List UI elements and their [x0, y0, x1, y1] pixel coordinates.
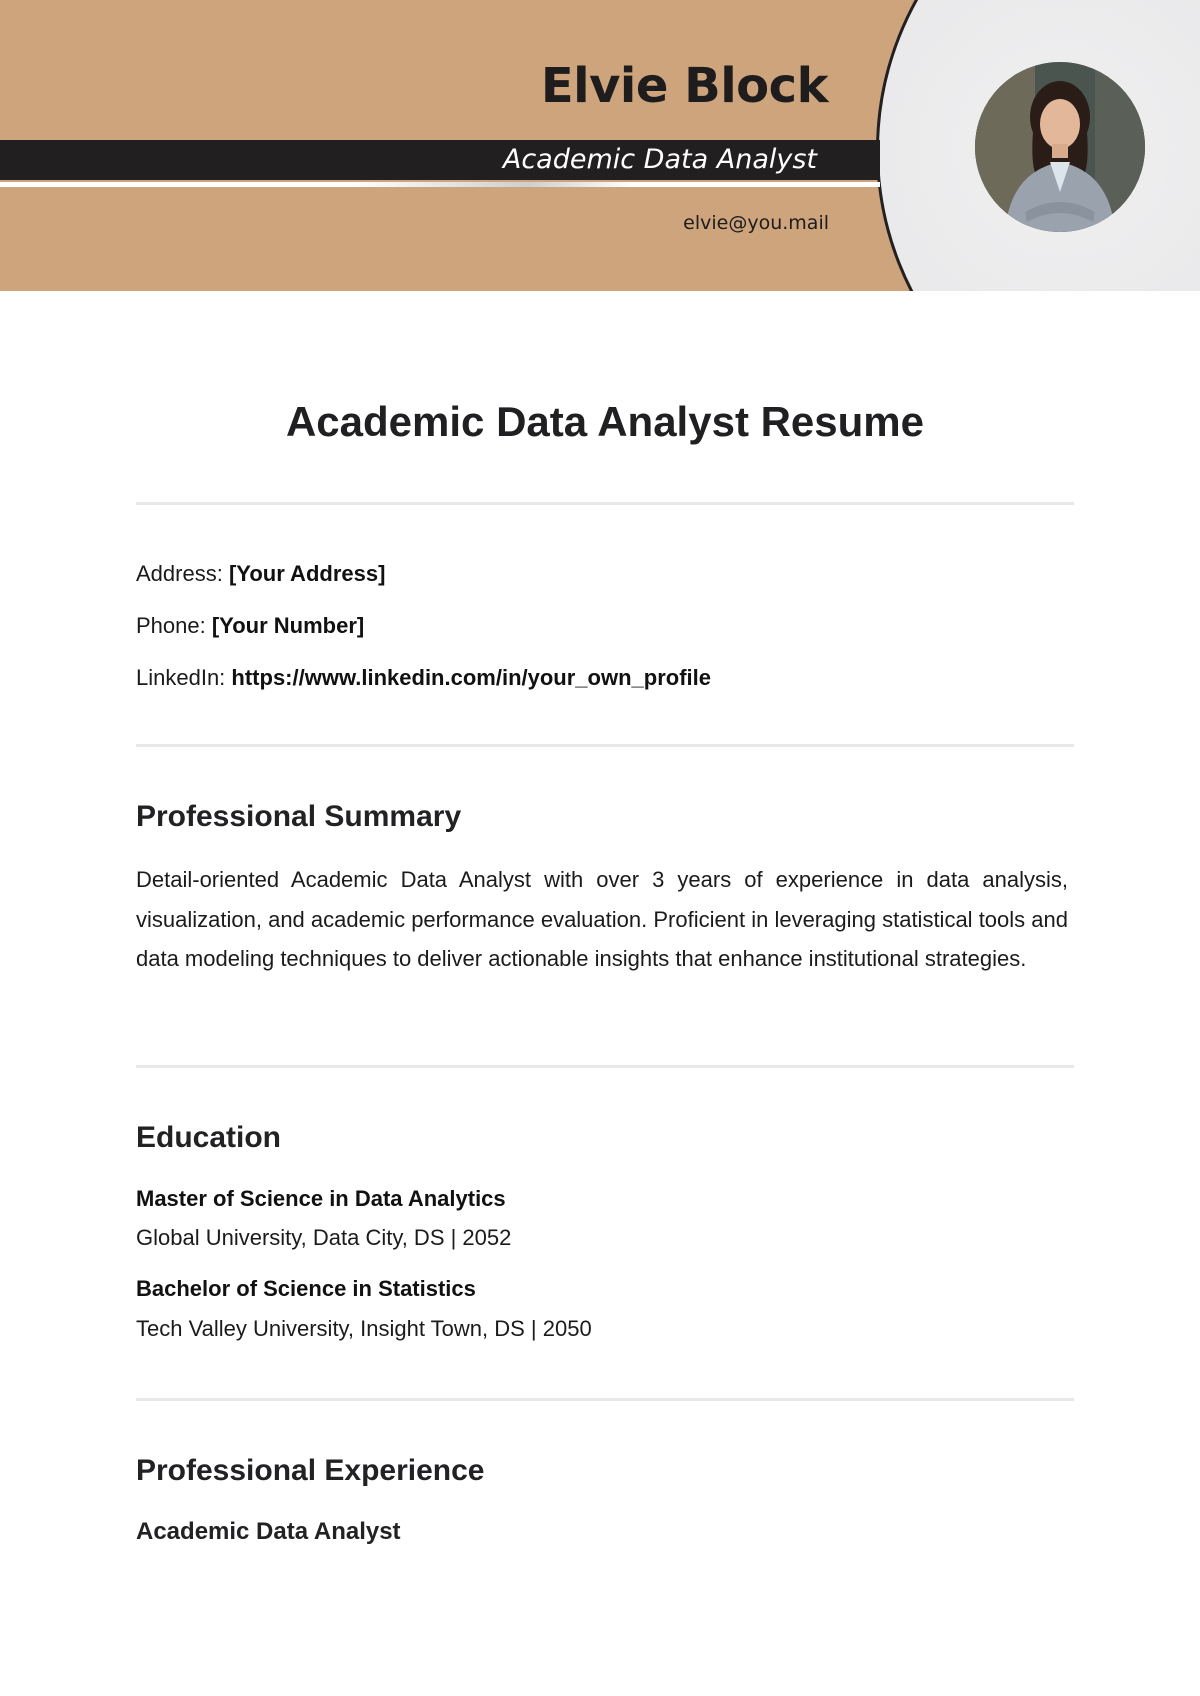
- resume-header: [0, 0, 1200, 291]
- candidate-role: Academic Data Analyst: [502, 144, 817, 175]
- avatar-portrait-icon: [975, 62, 1145, 232]
- candidate-name: Elvie Block: [540, 58, 828, 114]
- section-divider: [136, 1398, 1074, 1401]
- education-degree: Master of Science in Data Analytics: [136, 1186, 506, 1211]
- candidate-email[interactable]: elvie@you.mail: [683, 212, 829, 234]
- band-divider: [0, 182, 880, 187]
- section-divider: [136, 1065, 1074, 1068]
- linkedin-label: LinkedIn:: [136, 665, 226, 690]
- education-detail: Tech Valley University, Insight Town, DS | 2050: [136, 1316, 592, 1341]
- contact-address: [136, 561, 385, 587]
- avatar: [975, 62, 1145, 232]
- phone-label: Phone:: [136, 613, 206, 638]
- experience-heading: Professional Experience: [136, 1454, 485, 1487]
- education-degree: Bachelor of Science in Statistics: [136, 1276, 476, 1301]
- education-detail: Global University, Data City, DS | 2052: [136, 1225, 512, 1250]
- linkedin-link[interactable]: https://www.linkedin.com/in/your_own_profile: [231, 665, 711, 690]
- contact-linkedin: [136, 665, 711, 691]
- section-divider: [136, 744, 1074, 747]
- document-title: Academic Data Analyst Resume: [285, 398, 925, 445]
- section-divider: [136, 502, 1074, 505]
- job-title: Academic Data Analyst: [136, 1518, 401, 1545]
- contact-phone: [136, 613, 364, 639]
- address-value: [Your Address]: [228, 561, 386, 586]
- summary-heading: Professional Summary: [136, 800, 462, 833]
- phone-value: [Your Number]: [211, 613, 365, 638]
- education-heading: Education: [136, 1121, 282, 1154]
- address-label: Address:: [136, 561, 223, 586]
- summary-text: Detail-oriented Academic Data Analyst with over 3 years of experience in data analysis, visualization, and academic performance evaluation. Proficient in leveraging statistical tools and data modeling techniques to deliver actionable insights that enhance institutional strategies.: [136, 867, 1068, 971]
